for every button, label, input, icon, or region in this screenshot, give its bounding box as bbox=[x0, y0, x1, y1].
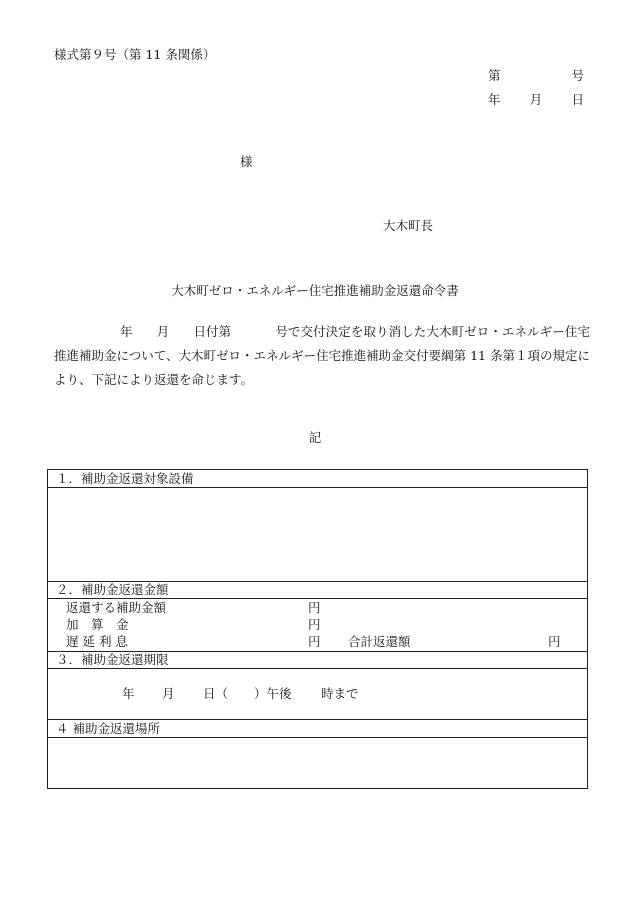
section4-header bbox=[48, 719, 587, 738]
surcharge-unit: 円 bbox=[308, 617, 321, 632]
section4-body[interactable] bbox=[48, 738, 587, 788]
section3-body bbox=[48, 669, 587, 719]
surcharge-label: 加 算 金 bbox=[66, 617, 129, 632]
section4-header-text: ４ 補助金返還場所 bbox=[56, 721, 160, 736]
total-refund-unit: 円 bbox=[548, 634, 561, 649]
return-details-table bbox=[47, 469, 588, 789]
document-number-line bbox=[488, 68, 584, 84]
document-title: 大木町ゼロ・エネルギー住宅推進補助金返還命令書 bbox=[171, 283, 459, 298]
date-day: 日 bbox=[571, 92, 584, 107]
document-date-line bbox=[488, 92, 584, 108]
ki-marker: 記 bbox=[308, 430, 322, 445]
deadline-month: 月 bbox=[162, 686, 175, 701]
body-month: 月 bbox=[156, 324, 170, 339]
body-text: 号で交付決定を取り消した大木町ゼロ・エネルギー住宅推進補助金について、大木町ゼロ・エネルギー住宅推進補助金交付要綱第 11 条第１項の規定により、下記により返還を命じます。 bbox=[54, 324, 590, 387]
deadline-day: 日（ bbox=[203, 686, 229, 701]
section1-header-text: １．補助金返還対象設備 bbox=[56, 471, 194, 486]
section1-body[interactable] bbox=[48, 488, 587, 581]
section1-header bbox=[48, 470, 587, 488]
deadline-time: 時まで bbox=[321, 686, 359, 701]
issuer: 大木町長 bbox=[383, 218, 434, 233]
body-date-ref: 日付第 bbox=[193, 324, 232, 339]
body-paragraph bbox=[54, 320, 590, 392]
number-prefix: 第 bbox=[488, 68, 501, 83]
number-suffix: 号 bbox=[571, 68, 584, 83]
section2-header-text: ２．補助金返還金額 bbox=[56, 582, 169, 597]
date-month: 月 bbox=[529, 92, 543, 107]
late-interest-label: 遅 延 利 息 bbox=[66, 634, 128, 649]
section3-header-text: ３．補助金返還期限 bbox=[56, 652, 169, 667]
form-number: 様式第９号（第 11 条関係） bbox=[54, 47, 216, 62]
deadline-year: 年 bbox=[122, 686, 135, 701]
refund-amount-label: 返還する補助金額 bbox=[66, 600, 167, 615]
section2-header bbox=[48, 581, 587, 599]
late-interest-unit: 円 bbox=[308, 634, 321, 649]
section2-body bbox=[48, 599, 587, 651]
total-refund-label: 合計返還額 bbox=[348, 634, 411, 649]
date-year: 年 bbox=[488, 92, 501, 107]
body-year: 年 bbox=[120, 324, 133, 339]
deadline-pm: ）午後 bbox=[254, 686, 292, 701]
refund-amount-unit: 円 bbox=[308, 600, 321, 615]
addressee: 様 bbox=[240, 154, 253, 169]
section3-header bbox=[48, 651, 587, 669]
